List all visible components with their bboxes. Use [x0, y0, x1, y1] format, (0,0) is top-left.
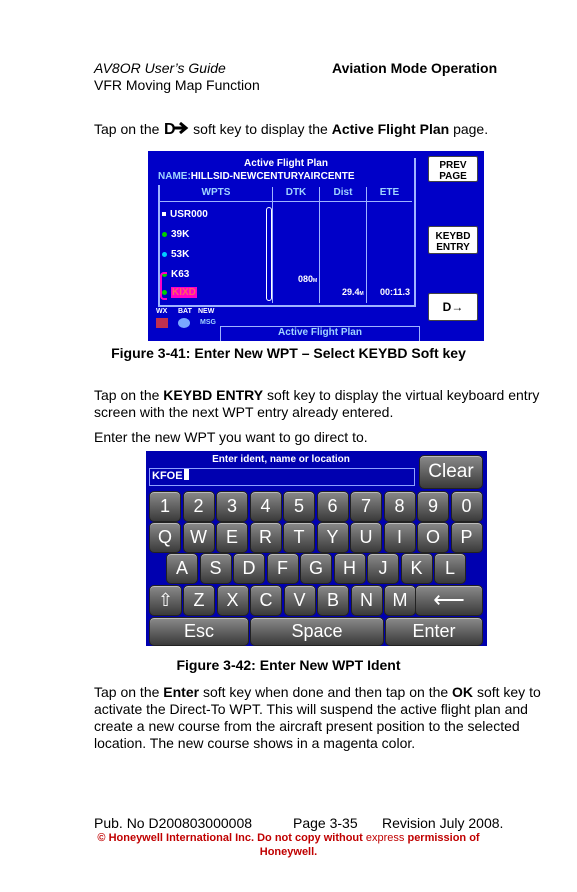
keyboard-entry-screen	[146, 451, 487, 646]
flight-plan-title: Active Flight Plan	[158, 158, 414, 171]
flight-plan-name	[158, 171, 414, 185]
para4-bold-enter: Enter	[163, 684, 200, 700]
scrollbar[interactable]	[266, 207, 272, 301]
para1-text-pre: Tap on the	[94, 121, 160, 137]
copyright-d: Honeywell.	[259, 846, 318, 858]
col-divider	[272, 187, 273, 303]
copyright-a: © Honeywell International Inc. Do not copy without	[97, 832, 363, 844]
para2-bold: KEYBD ENTRY	[163, 387, 264, 403]
para4-text-1: Tap on the	[94, 684, 160, 700]
col-header-dist: Dist	[320, 187, 366, 202]
para4-text-3: soft key to activate the Direct-To WPT. This will suspend the active flight plan and create a new course from the aircraft present position to the selected location. The new course shows in a magenta color.	[94, 684, 541, 751]
key-w[interactable]: W	[183, 522, 215, 553]
footer-revision: Revision July 2008.	[382, 815, 504, 831]
para4-text-2: soft key when done and then tap on the	[202, 684, 449, 700]
waypoint-label: USR000	[170, 209, 208, 220]
ete-value: 00:11.3	[380, 287, 411, 297]
key-a[interactable]: A	[166, 553, 198, 584]
keyboard-prompt: Enter ident, name or location	[212, 454, 350, 465]
esc-key[interactable]: Esc	[149, 617, 249, 646]
direct-to-button[interactable]: D→	[428, 293, 478, 321]
dist-unit: M	[359, 291, 364, 297]
waypoint-label-active: KIXD	[172, 287, 196, 298]
dist-number: 29.4	[342, 287, 360, 297]
key-z[interactable]: Z	[183, 585, 215, 616]
para2-text-post: soft key to display the virtual keyboard entry screen with the next WPT entry already entered.	[94, 387, 540, 420]
key-9[interactable]: 9	[417, 491, 449, 522]
key-o[interactable]: O	[417, 522, 449, 553]
para1-text-post: page.	[453, 121, 489, 137]
key-p[interactable]: P	[451, 522, 483, 553]
key-v[interactable]: V	[284, 585, 316, 616]
clear-key[interactable]: Clear	[419, 455, 483, 489]
para-enter-ok	[94, 684, 544, 752]
section-title: Aviation Mode Operation	[332, 60, 498, 76]
dtk-unit: M	[313, 278, 318, 284]
key-l[interactable]: L	[434, 553, 466, 584]
footer-copyright	[0, 831, 577, 859]
copyright-b: express	[365, 832, 405, 844]
key-j[interactable]: J	[367, 553, 399, 584]
key-6[interactable]: 6	[317, 491, 349, 522]
copyright-c: permission of	[407, 832, 480, 844]
wx-label: WX	[156, 308, 168, 315]
para4-bold-ok: OK	[452, 684, 474, 700]
key-y[interactable]: Y	[317, 522, 349, 553]
key-n[interactable]: N	[351, 585, 383, 616]
para1-text-mid: soft key to display the	[193, 121, 328, 137]
col-divider	[319, 187, 320, 303]
dtk-number: 080	[298, 274, 314, 284]
key-t[interactable]: T	[283, 522, 315, 553]
name-label: NAME:	[158, 171, 191, 182]
footer-page: Page 3-35	[293, 815, 358, 831]
key-g[interactable]: G	[300, 553, 332, 584]
para-enter-new-wpt: Enter the new WPT you want to go direct to.	[94, 429, 368, 445]
active-flight-plan-screen	[148, 151, 484, 341]
bottom-tab-active-flight-plan[interactable]: Active Flight Plan	[220, 326, 420, 341]
key-h[interactable]: H	[334, 553, 366, 584]
enter-key[interactable]: Enter	[385, 617, 483, 646]
space-key[interactable]: Space	[250, 617, 384, 646]
key-d[interactable]: D	[233, 553, 265, 584]
guide-title: AV8OR User’s Guide	[94, 60, 226, 76]
text-cursor	[184, 469, 189, 480]
para-active-flight-plan	[94, 119, 488, 138]
dtk-value	[298, 274, 317, 284]
key-8[interactable]: 8	[384, 491, 416, 522]
keybd-entry-button[interactable]: KEYBD ENTRY	[428, 226, 478, 254]
key-3[interactable]: 3	[216, 491, 248, 522]
bat-label: BAT	[178, 308, 192, 315]
key-b[interactable]: B	[317, 585, 349, 616]
col-divider	[366, 187, 367, 303]
figure-caption-3-42: Figure 3-42: Enter New WPT Ident	[176, 657, 401, 673]
shift-key[interactable]: ⇧	[149, 585, 182, 616]
list-item[interactable]	[162, 249, 189, 260]
subsection-title: VFR Moving Map Function	[94, 77, 260, 93]
para2-text-pre: Tap on the	[94, 387, 160, 403]
key-1[interactable]: 1	[149, 491, 181, 522]
name-value: HILLSID-NEWCENTURYAIRCENTE	[190, 171, 355, 182]
key-e[interactable]: E	[216, 522, 248, 553]
para-keybd-entry	[94, 387, 554, 421]
list-item[interactable]	[162, 209, 208, 220]
col-header-ete: ETE	[367, 187, 412, 202]
prev-page-button[interactable]: PREV PAGE	[428, 156, 478, 182]
dist-value	[342, 287, 364, 297]
key-u[interactable]: U	[350, 522, 382, 553]
waypoint-label: K63	[171, 269, 190, 280]
key-2[interactable]: 2	[183, 491, 215, 522]
svg-text:D: D	[164, 121, 176, 137]
key-4[interactable]: 4	[250, 491, 282, 522]
ident-input[interactable]	[149, 468, 415, 486]
key-i[interactable]: I	[384, 522, 416, 553]
ident-input-value: KFOE	[152, 470, 183, 482]
key-0[interactable]: 0	[451, 491, 483, 522]
backspace-key[interactable]: ⟵	[415, 585, 483, 616]
key-m[interactable]: M	[384, 585, 416, 616]
message-icon[interactable]: MSG	[200, 319, 216, 326]
list-item[interactable]	[162, 229, 189, 240]
col-header-wpts: WPTS	[160, 187, 272, 202]
key-r[interactable]: R	[250, 522, 282, 553]
key-s[interactable]: S	[200, 553, 232, 584]
footer-pub: Pub. No D200803000008	[94, 815, 253, 831]
list-item-active[interactable]	[162, 287, 197, 298]
battery-icon[interactable]	[178, 318, 190, 328]
key-k[interactable]: K	[401, 553, 433, 584]
waypoint-label: 53K	[171, 249, 190, 260]
direct-to-icon	[163, 119, 189, 137]
key-c[interactable]: C	[250, 585, 282, 616]
col-header-dtk: DTK	[273, 187, 319, 202]
weather-icon[interactable]	[156, 318, 168, 328]
figure-caption-3-41: Figure 3-41: Enter New WPT – Select KEYBD Soft key	[111, 345, 466, 361]
key-5[interactable]: 5	[283, 491, 315, 522]
key-q[interactable]: Q	[149, 522, 181, 553]
active-leg-bracket	[160, 272, 167, 300]
key-7[interactable]: 7	[350, 491, 382, 522]
key-f[interactable]: F	[267, 553, 299, 584]
key-x[interactable]: X	[217, 585, 249, 616]
para1-bold: Active Flight Plan	[331, 121, 450, 137]
waypoint-label: 39K	[171, 229, 190, 240]
new-label: NEW	[198, 308, 215, 315]
